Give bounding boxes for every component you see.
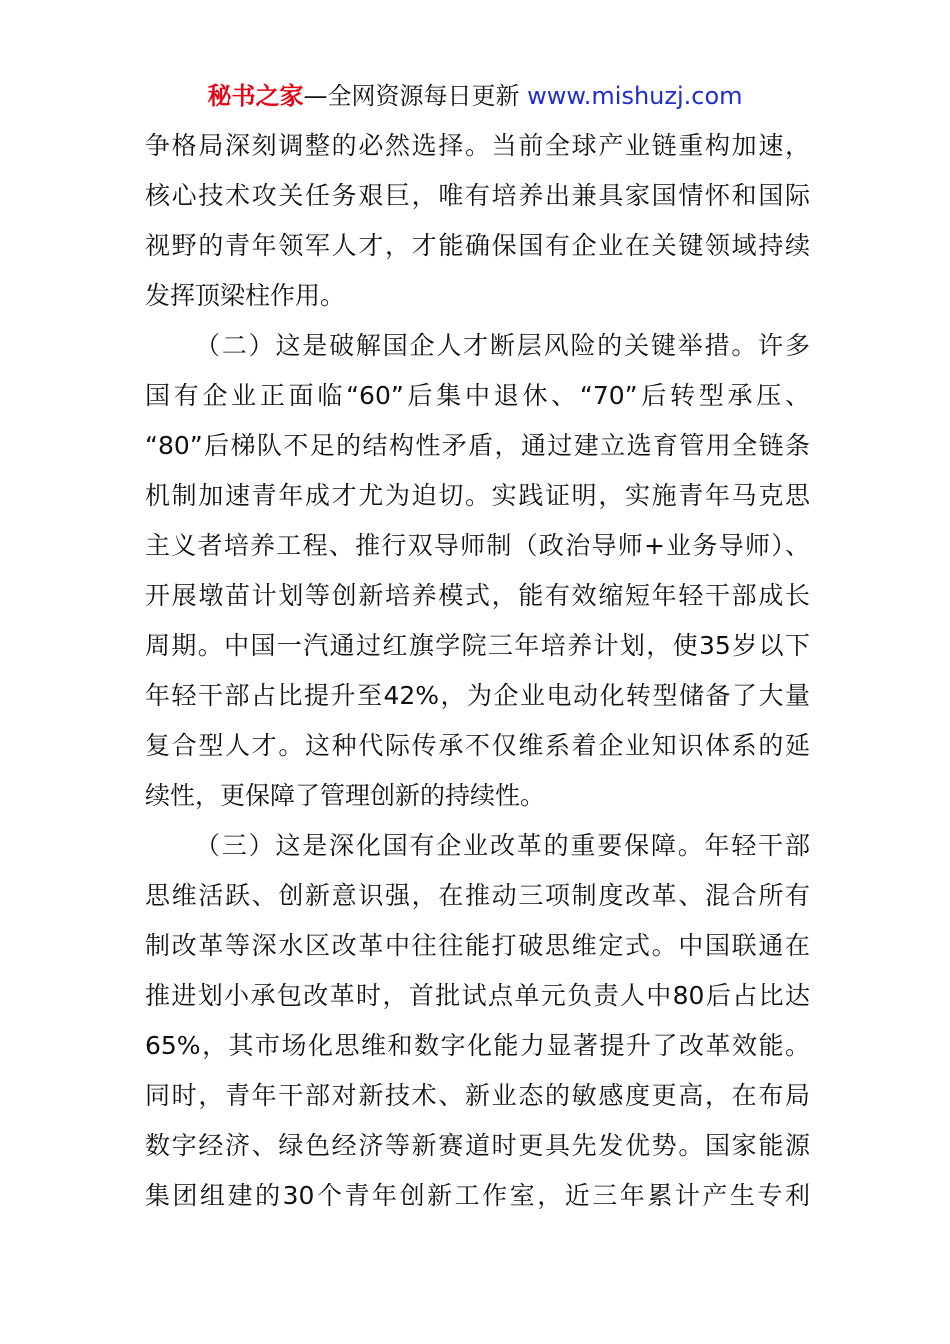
text-line: 周期。中国一汽通过红旗学院三年培养计划，使35岁以下 bbox=[145, 631, 810, 660]
text-line: 数字经济、绿色经济等新赛道时更具先发优势。国家能源 bbox=[145, 1131, 810, 1160]
site-url-link[interactable]: www.mishuzj.com bbox=[527, 82, 743, 110]
text-line: 65%，其市场化思维和数字化能力显著提升了改革效能。 bbox=[145, 1031, 810, 1060]
text-line: 核心技术攻关任务艰巨，唯有培养出兼具家国情怀和国际 bbox=[145, 181, 810, 210]
text-line: 制改革等深水区改革中往往能打破思维定式。中国联通在 bbox=[145, 931, 810, 960]
site-header bbox=[0, 80, 950, 112]
text-line: 机制加速青年成才尤为迫切。实践证明，实施青年马克思 bbox=[145, 481, 810, 510]
header-tagline: —全网资源每日更新 bbox=[303, 82, 520, 110]
text-line: 国有企业正面临“60”后集中退休、“70”后转型承压、 bbox=[145, 381, 810, 410]
section-heading-3: （三）这是深化国有企业改革的重要保障。年轻干部 bbox=[195, 831, 810, 860]
text-line: 同时，青年干部对新技术、新业态的敏感度更高，在布局 bbox=[145, 1081, 810, 1110]
brand-name: 秘书之家 bbox=[207, 82, 304, 110]
text-line: “80”后梯队不足的结构性矛盾，通过建立选育管用全链条 bbox=[145, 431, 810, 460]
text-line: 发挥顶梁柱作用。 bbox=[145, 281, 346, 310]
text-line: 推进划小承包改革时，首批试点单元负责人中80后占比达 bbox=[145, 981, 810, 1010]
text-line: 开展墩苗计划等创新培养模式，能有效缩短年轻干部成长 bbox=[145, 581, 810, 610]
text-line: 争格局深刻调整的必然选择。当前全球产业链重构加速， bbox=[145, 131, 810, 160]
text-line: 年轻干部占比提升至42%，为企业电动化转型储备了大量 bbox=[145, 681, 810, 710]
section-heading-2: （二）这是破解国企人才断层风险的关键举措。许多 bbox=[195, 331, 810, 360]
text-line: 视野的青年领军人才，才能确保国有企业在关键领域持续 bbox=[145, 231, 810, 260]
text-line: 复合型人才。这种代际传承不仅维系着企业知识体系的延 bbox=[145, 731, 810, 760]
text-line: 集团组建的30个青年创新工作室，近三年累计产生专利 bbox=[145, 1181, 810, 1210]
text-line: 思维活跃、创新意识强，在推动三项制度改革、混合所有 bbox=[145, 881, 810, 910]
text-line: 续性，更保障了管理创新的持续性。 bbox=[145, 781, 546, 810]
text-line: 主义者培养工程、推行双导师制（政治导师+业务导师）、 bbox=[145, 531, 810, 560]
